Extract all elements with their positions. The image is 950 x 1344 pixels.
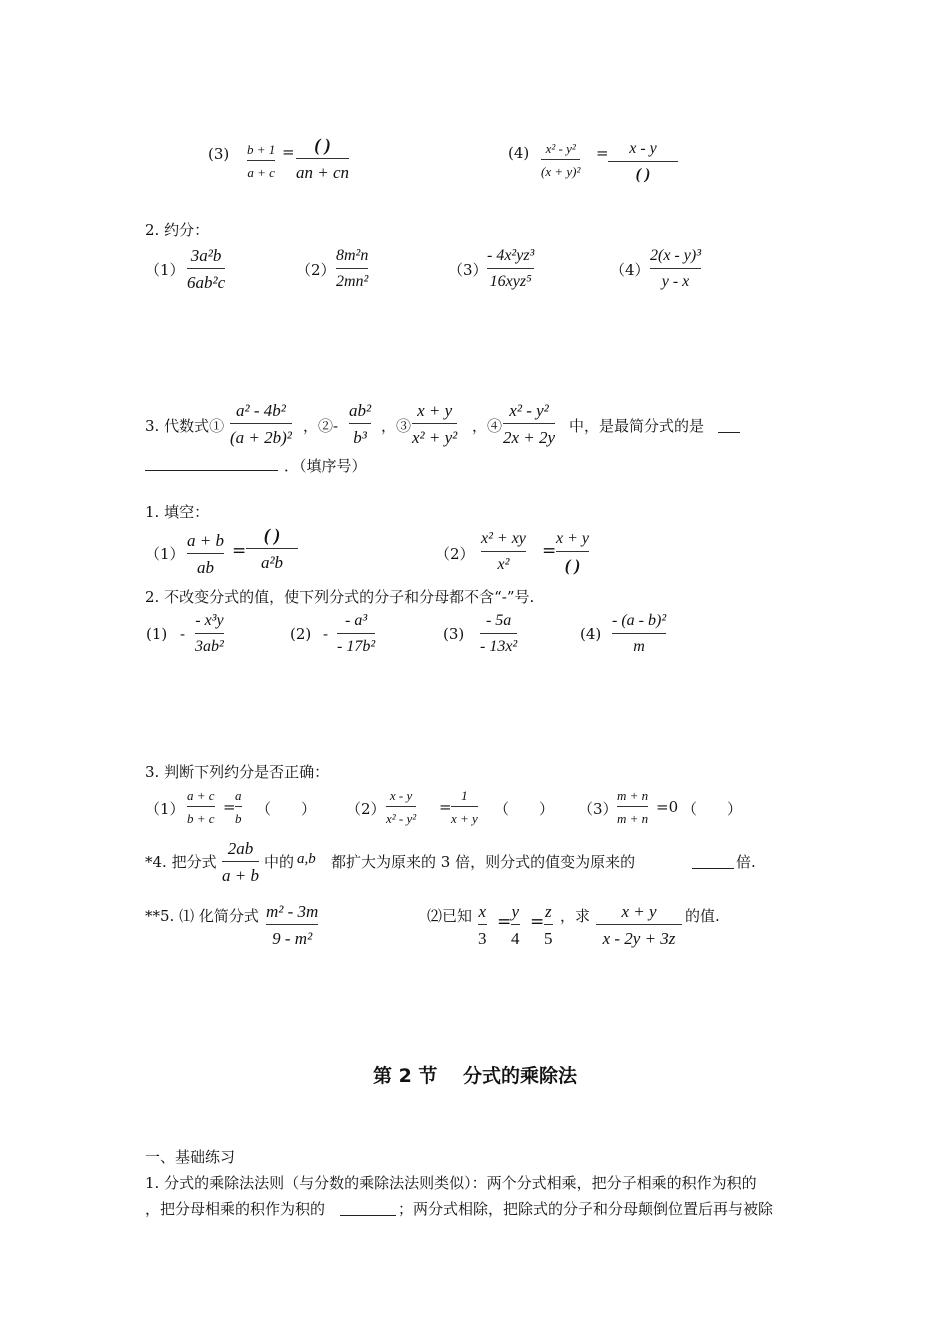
answer-paren[interactable]: （ ） xyxy=(256,800,317,818)
minus-sign: - xyxy=(180,625,186,643)
fraction xyxy=(187,532,224,576)
denominator: m + n xyxy=(617,811,649,826)
numerator: x + y xyxy=(417,401,453,420)
q3a-prefix: 3. 代数式① xyxy=(145,417,225,435)
item-label: （4） xyxy=(610,261,650,279)
fraction-bar xyxy=(337,633,375,634)
q3b-heading: 3. 判断下列约分是否正确： xyxy=(145,763,330,781)
fraction-bar xyxy=(478,924,487,925)
q3a-suffix: 中，是最简分式的是 xyxy=(569,417,705,435)
numerator: - 4x²yz³ xyxy=(487,247,535,264)
denominator: x - 2y + 3z xyxy=(602,929,676,948)
fraction xyxy=(187,789,215,825)
rule-line-2a: ，把分母相乘的积作为积的 xyxy=(145,1200,326,1218)
item-label: （1） xyxy=(145,545,185,563)
answer-paren[interactable]: （ ） xyxy=(494,800,555,818)
numerator: x² + xy xyxy=(481,530,526,547)
denominator: 3 xyxy=(478,929,487,948)
fraction xyxy=(487,248,534,290)
denominator: 9 - m² xyxy=(272,929,313,948)
denominator: (x + y)² xyxy=(541,164,581,179)
fraction-bar xyxy=(503,423,555,424)
fraction xyxy=(230,402,292,446)
fraction-bar xyxy=(608,161,678,162)
equals-sign: = xyxy=(282,143,295,161)
denominator: a²b xyxy=(260,553,284,572)
fraction-bar xyxy=(336,268,368,269)
fraction-bar xyxy=(544,924,553,925)
fraction xyxy=(596,903,682,947)
denominator: b³ xyxy=(353,428,367,447)
fraction xyxy=(617,789,648,825)
denominator: an + cn xyxy=(296,163,350,182)
answer-paren[interactable]: （ ） xyxy=(682,800,743,818)
denominator: a + b xyxy=(222,866,259,885)
minus-sign: - xyxy=(323,625,329,643)
q3a-sep: ，②- xyxy=(303,417,339,435)
q5-prefix: **5. ⑴ 化简分式 xyxy=(145,907,259,925)
numerator: x - y xyxy=(629,140,657,157)
fraction xyxy=(478,903,487,947)
fraction-bar xyxy=(596,924,682,925)
numerator: ab² xyxy=(349,401,372,420)
numerator: 8m²n xyxy=(336,247,369,264)
fraction xyxy=(247,143,275,179)
blank-numerator: ( ) xyxy=(314,135,331,155)
fraction xyxy=(480,613,517,655)
fraction-bar xyxy=(187,553,224,554)
fraction-bar xyxy=(266,924,318,925)
fraction xyxy=(412,402,457,446)
q1b-heading: 1. 填空： xyxy=(145,503,210,521)
fraction-bar xyxy=(556,551,589,552)
fraction-bar xyxy=(617,806,648,807)
denominator: x² - y² xyxy=(386,811,417,826)
item-label: (1) xyxy=(146,625,168,643)
blank-numerator: ( ) xyxy=(263,525,281,545)
numerator: a + c xyxy=(187,788,215,803)
numerator: x + y xyxy=(621,902,657,921)
q2b-heading: 2. 不改变分式的值，使下列分式的分子和分母都不含“-”号. xyxy=(145,588,535,606)
equals-sign: = xyxy=(232,541,247,561)
fraction xyxy=(266,903,318,947)
numerator: x² - y² xyxy=(545,141,576,156)
numerator: x - y xyxy=(389,788,413,803)
fraction xyxy=(503,402,555,446)
fraction xyxy=(541,142,580,178)
denominator: (a + 2b)² xyxy=(230,428,292,447)
denominator: b xyxy=(235,811,242,826)
numerator: 1 xyxy=(461,788,468,803)
denominator: - 17b² xyxy=(337,638,376,655)
item-label: （1） xyxy=(145,261,185,279)
fraction-bar xyxy=(541,159,580,160)
fraction xyxy=(222,840,259,884)
fraction-bar xyxy=(187,806,215,807)
numerator: - 5a xyxy=(485,612,512,629)
fraction xyxy=(296,136,349,181)
denominator: - 13x² xyxy=(480,638,518,655)
numerator: z xyxy=(544,902,552,921)
numerator: 2(x - y)³ xyxy=(650,247,701,264)
rule-line-2b: ；两分式相除，把除式的分子和分母颠倒位置后再与被除 xyxy=(398,1200,774,1218)
fraction-bar xyxy=(246,548,298,549)
fraction-bar xyxy=(612,633,666,634)
numerator: m² - 3m xyxy=(266,902,319,921)
numerator: - a³ xyxy=(345,612,368,629)
q2a-heading: 2. 约分： xyxy=(145,221,210,239)
q5-qiu: ，求 xyxy=(560,907,591,925)
fraction xyxy=(349,402,371,446)
item-label: （1） xyxy=(145,800,185,818)
fraction-bar xyxy=(451,806,478,807)
numerator: a² - 4b² xyxy=(236,401,286,420)
equals-zero: =0 xyxy=(656,798,679,816)
fraction xyxy=(481,531,526,573)
fraction xyxy=(451,789,478,825)
fraction xyxy=(336,248,368,290)
q3a-line2: ．（填序号） xyxy=(284,457,367,475)
numerator: x + y xyxy=(556,530,589,547)
q4-prefix: *4. 把分式 xyxy=(145,853,217,871)
denominator: y - x xyxy=(661,273,690,290)
q3a-sep: ，③ xyxy=(381,417,412,435)
answer-blank[interactable] xyxy=(340,1199,396,1216)
equals-sign: = xyxy=(542,541,557,561)
answer-blank[interactable] xyxy=(692,852,734,869)
fraction-bar xyxy=(412,423,457,424)
rule-line-1: 1. 分式的乘除法法则（与分数的乘除法法则类似）：两个分式相乘，把分子相乘的积作为积的 xyxy=(145,1174,757,1192)
denominator: 16xyz⁵ xyxy=(489,273,532,290)
denominator: b + c xyxy=(187,811,215,826)
fraction-bar xyxy=(511,924,520,925)
q5-p2-prefix: ⑵已知 xyxy=(427,907,473,925)
equals-sign: = xyxy=(530,912,545,932)
fraction xyxy=(511,903,520,947)
item-label: （3） xyxy=(448,261,488,279)
fraction xyxy=(235,789,242,825)
answer-blank[interactable] xyxy=(718,416,740,433)
numerator: - (a - b)² xyxy=(612,612,667,629)
denominator: ab xyxy=(196,558,214,577)
numerator: a + b xyxy=(187,531,224,550)
denominator: 4 xyxy=(511,929,520,948)
fraction xyxy=(608,141,678,183)
item-label: （3） xyxy=(578,800,618,818)
denominator: 2mn² xyxy=(336,273,369,290)
numerator: - x³y xyxy=(195,612,224,629)
denominator: 5 xyxy=(544,929,553,948)
fraction xyxy=(337,613,375,655)
numerator: b + 1 xyxy=(247,142,276,157)
section-title: 第 2 节 分式的乘除法 xyxy=(372,1065,578,1087)
item-label: (4) xyxy=(580,625,602,643)
fraction xyxy=(246,526,298,571)
fraction xyxy=(612,613,666,655)
fraction xyxy=(650,248,701,290)
equals-sign: = xyxy=(439,798,452,816)
q4-suffix: 都扩大为原来的 3 倍，则分式的值变为原来的 xyxy=(331,853,636,871)
fraction xyxy=(544,903,553,947)
denominator: x² + y² xyxy=(412,428,458,447)
fraction-bar xyxy=(481,551,526,552)
q4-vars: a,b xyxy=(297,851,316,867)
fraction-bar xyxy=(247,160,275,161)
q5-end: 的值. xyxy=(685,907,720,925)
fraction-bar xyxy=(480,633,517,634)
fraction-bar xyxy=(487,268,534,269)
q3-label: (3) xyxy=(208,145,230,163)
numerator: 2ab xyxy=(227,839,254,858)
answer-blank[interactable] xyxy=(145,454,278,471)
numerator: 3a²b xyxy=(190,246,222,265)
fraction-bar xyxy=(222,861,259,862)
item-label: （2） xyxy=(435,545,475,563)
q4-middle: 中的 xyxy=(264,853,295,871)
numerator: a xyxy=(235,788,242,803)
fraction-bar xyxy=(349,423,371,424)
item-label: （2） xyxy=(296,261,336,279)
denominator: 3ab² xyxy=(195,638,224,655)
equals-sign: = xyxy=(223,798,236,816)
q3a-sep: ，④ xyxy=(472,417,503,435)
fraction-bar xyxy=(235,806,242,807)
denominator: m xyxy=(633,638,645,655)
numerator: y xyxy=(511,902,520,921)
denominator: x² xyxy=(497,556,510,573)
section-subheading: 一、基础练习 xyxy=(145,1148,236,1166)
fraction-bar xyxy=(230,423,292,424)
item-label: (2) xyxy=(290,625,312,643)
numerator: x xyxy=(478,902,487,921)
fraction xyxy=(556,531,589,574)
equals-sign: = xyxy=(596,144,609,162)
blank-denominator: ( ) xyxy=(635,166,651,183)
fraction-bar xyxy=(195,633,224,634)
fraction-bar xyxy=(386,806,416,807)
denominator: x + y xyxy=(451,811,478,826)
fraction xyxy=(187,247,225,291)
q4-end: 倍. xyxy=(736,853,756,871)
fraction xyxy=(195,613,224,655)
numerator: x² - y² xyxy=(509,401,549,420)
fraction-bar xyxy=(187,268,225,269)
item-label: （2） xyxy=(346,800,386,818)
item-label: (3) xyxy=(443,625,465,643)
fraction xyxy=(386,789,416,825)
equals-sign: = xyxy=(497,912,512,932)
fraction-bar xyxy=(296,158,349,159)
denominator: a + c xyxy=(247,165,275,180)
fraction-bar xyxy=(650,268,701,269)
denominator: 2x + 2y xyxy=(503,428,556,447)
blank-denominator: ( ) xyxy=(564,556,581,575)
q4-label: (4) xyxy=(508,144,530,162)
denominator: 6ab²c xyxy=(187,273,226,292)
numerator: m + n xyxy=(617,788,649,803)
